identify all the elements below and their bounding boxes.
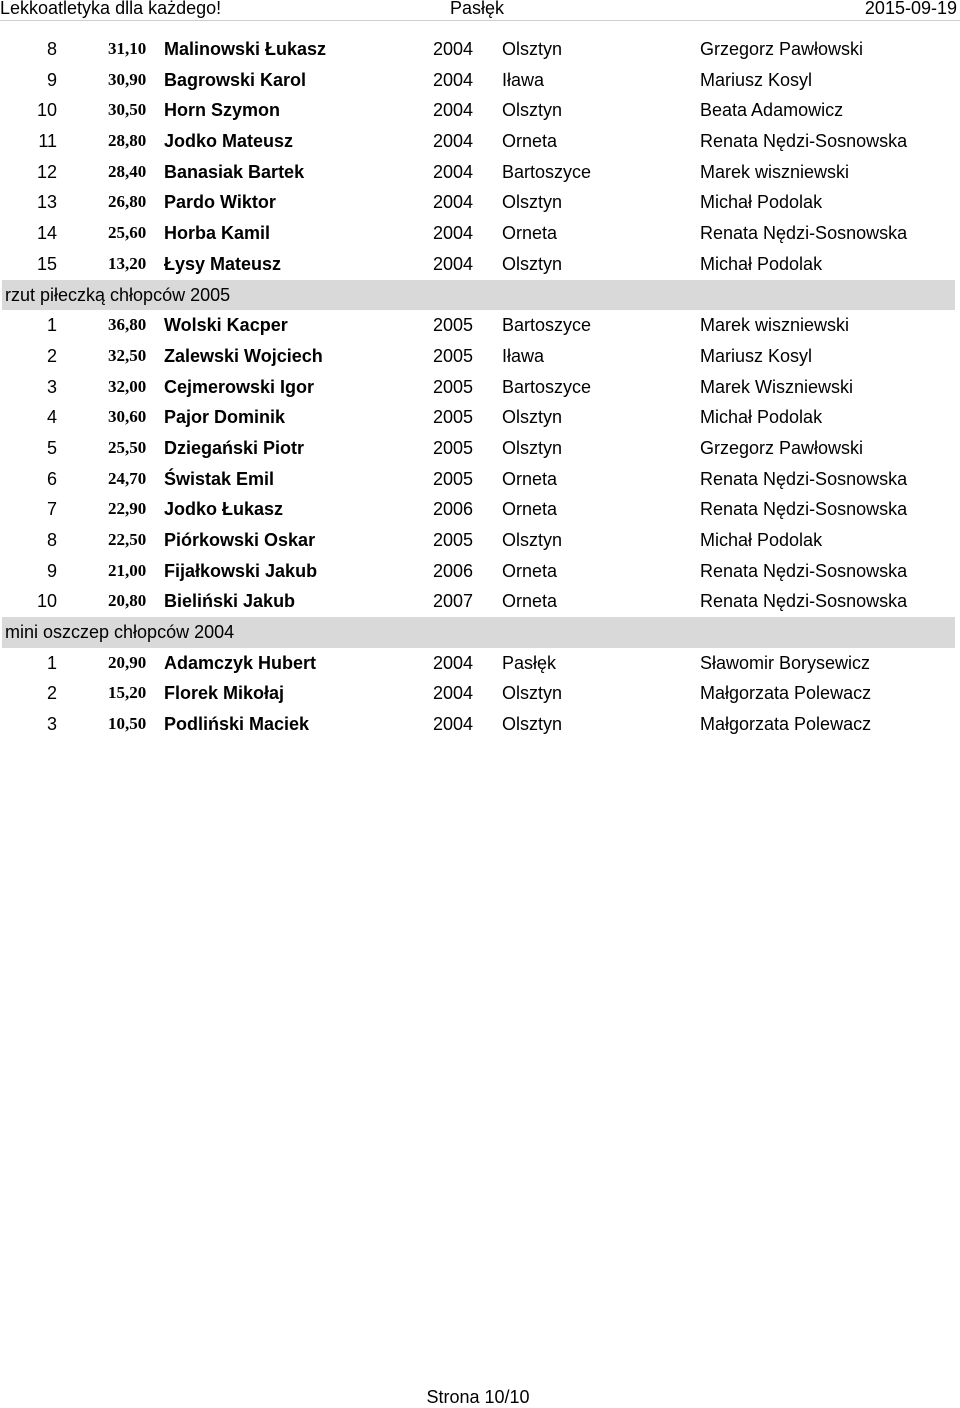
result-cell: 22,50 — [108, 530, 147, 549]
place-cell: 2 — [46, 683, 57, 704]
club-cell: Olsztyn — [502, 253, 563, 274]
table-row — [0, 341, 960, 372]
table-row — [0, 218, 960, 249]
header-location: Pasłęk — [450, 0, 505, 18]
coach-cell: Beata Adamowicz — [700, 100, 844, 121]
result-cell: 10,50 — [108, 714, 147, 734]
coach-cell: Mariusz Kosyl — [700, 345, 813, 366]
athlete-name-cell: Cejmerowski Igor — [164, 376, 315, 397]
birth-year-cell: 2004 — [433, 192, 474, 213]
coach-cell: Marek Wiszniewski — [700, 376, 854, 397]
place-cell: 8 — [46, 39, 57, 59]
athlete-name-cell: Łysy Mateusz — [164, 253, 282, 274]
table-row — [0, 310, 960, 341]
coach-cell: Marek wiszniewski — [700, 161, 850, 182]
coach-cell: Michał Podolak — [700, 407, 823, 428]
page-header — [0, 0, 960, 20]
club-cell: Orneta — [502, 468, 558, 489]
club-cell: Orneta — [502, 560, 558, 581]
place-cell: 9 — [46, 560, 57, 581]
result-cell: 25,60 — [108, 223, 147, 243]
birth-year-cell: 2004 — [433, 39, 474, 59]
club-cell: Orneta — [502, 131, 558, 152]
club-cell: Bartoszyce — [502, 161, 592, 182]
coach-cell: Renata Nędzi-Sosnowska — [700, 468, 908, 489]
athlete-name-cell: Florek Mikołaj — [164, 683, 285, 704]
athlete-name-cell: Dziegański Piotr — [164, 437, 305, 458]
result-cell: 28,80 — [108, 131, 147, 151]
place-cell: 12 — [36, 161, 57, 182]
athlete-name-cell: Adamczyk Hubert — [164, 652, 317, 673]
club-cell: Olsztyn — [502, 683, 563, 704]
result-cell: 28,40 — [108, 161, 147, 181]
table-row — [0, 65, 960, 96]
club-cell: Iława — [502, 345, 545, 366]
coach-cell: Renata Nędzi-Sosnowska — [700, 131, 908, 152]
result-cell: 20,80 — [108, 591, 147, 611]
birth-year-cell: 2005 — [433, 468, 474, 489]
section-header — [2, 280, 955, 311]
coach-cell: Renata Nędzi-Sosnowska — [700, 223, 908, 244]
place-cell: 10 — [36, 591, 57, 612]
club-cell: Orneta — [502, 223, 558, 244]
club-cell: Olsztyn — [502, 437, 563, 458]
birth-year-cell: 2006 — [433, 499, 474, 520]
birth-year-cell: 2004 — [433, 100, 474, 121]
coach-cell: Sławomir Borysewicz — [700, 652, 871, 673]
club-cell: Olsztyn — [502, 100, 563, 121]
birth-year-cell: 2005 — [433, 345, 474, 366]
athlete-name-cell: Świstak Emil — [164, 468, 275, 489]
table-row — [0, 95, 960, 126]
table-row — [0, 678, 960, 709]
athlete-name-cell: Zalewski Wojciech — [164, 345, 323, 366]
place-cell: 1 — [46, 315, 57, 336]
athlete-name-cell: Podliński Maciek — [164, 714, 310, 735]
table-row — [0, 586, 960, 617]
result-cell: 13,20 — [108, 253, 147, 273]
coach-cell: Małgorzata Polewacz — [700, 683, 872, 704]
result-cell: 26,80 — [108, 192, 147, 212]
table-row — [0, 556, 960, 587]
table-row — [0, 34, 960, 65]
place-cell: 5 — [46, 437, 57, 458]
athlete-name-cell: Horba Kamil — [164, 223, 271, 244]
section-header — [2, 617, 955, 648]
birth-year-cell: 2005 — [433, 315, 474, 336]
table-row — [0, 157, 960, 188]
coach-cell: Mariusz Kosyl — [700, 69, 813, 90]
page-footer — [0, 1386, 960, 1408]
athlete-name-cell: Pardo Wiktor — [164, 192, 276, 213]
section-title: rzut piłeczką chłopców 2005 — [5, 284, 231, 305]
club-cell: Olsztyn — [502, 530, 563, 550]
place-cell: 3 — [46, 376, 57, 397]
section-title: mini oszczep chłopców 2004 — [5, 622, 235, 643]
coach-cell: Michał Podolak — [700, 530, 823, 550]
birth-year-cell: 2004 — [433, 69, 474, 90]
result-cell: 22,90 — [108, 499, 147, 519]
result-cell: 24,70 — [108, 468, 147, 488]
birth-year-cell: 2005 — [433, 407, 474, 428]
birth-year-cell: 2004 — [433, 714, 474, 735]
table-row — [0, 372, 960, 403]
place-cell: 1 — [46, 652, 57, 673]
table-row — [0, 494, 960, 525]
result-cell: 30,90 — [108, 69, 147, 89]
place-cell: 14 — [36, 223, 57, 244]
table-row — [0, 402, 960, 433]
coach-cell: Małgorzata Polewacz — [700, 714, 872, 735]
birth-year-cell: 2004 — [433, 253, 474, 274]
coach-cell: Michał Podolak — [700, 253, 823, 274]
table-row — [0, 464, 960, 495]
place-cell: 7 — [46, 499, 57, 520]
birth-year-cell: 2004 — [433, 131, 474, 152]
athlete-name-cell: Piórkowski Oskar — [164, 530, 316, 550]
coach-cell: Renata Nędzi-Sosnowska — [700, 560, 908, 581]
result-cell: 32,00 — [108, 376, 147, 396]
result-cell: 31,10 — [108, 39, 147, 58]
result-cell: 15,20 — [108, 683, 147, 703]
club-cell: Bartoszyce — [502, 315, 592, 336]
club-cell: Orneta — [502, 591, 558, 612]
coach-cell: Grzegorz Pawłowski — [700, 437, 864, 458]
place-cell: 8 — [46, 530, 57, 550]
header-divider — [0, 20, 960, 21]
results-table — [0, 34, 960, 740]
athlete-name-cell: Banasiak Bartek — [164, 161, 305, 182]
athlete-name-cell: Jodko Mateusz — [164, 131, 294, 152]
birth-year-cell: 2005 — [433, 530, 474, 550]
place-cell: 3 — [46, 714, 57, 735]
birth-year-cell: 2005 — [433, 437, 474, 458]
table-row — [0, 433, 960, 464]
birth-year-cell: 2004 — [433, 652, 474, 673]
birth-year-cell: 2004 — [433, 161, 474, 182]
place-cell: 10 — [36, 100, 57, 121]
table-row — [0, 249, 960, 280]
place-cell: 11 — [38, 131, 57, 152]
table-row — [0, 187, 960, 218]
club-cell: Pasłęk — [502, 652, 557, 673]
result-cell: 21,00 — [108, 560, 147, 580]
athlete-name-cell: Malinowski Łukasz — [164, 39, 327, 59]
club-cell: Olsztyn — [502, 407, 563, 428]
place-cell: 2 — [46, 345, 57, 366]
result-cell: 20,90 — [108, 652, 147, 672]
place-cell: 15 — [36, 253, 57, 274]
club-cell: Orneta — [502, 499, 558, 520]
club-cell: Olsztyn — [502, 39, 563, 59]
place-cell: 6 — [46, 468, 57, 489]
page-number: Strona 10/10 — [426, 1387, 530, 1407]
result-cell: 25,50 — [108, 437, 147, 457]
club-cell: Olsztyn — [502, 192, 563, 213]
athlete-name-cell: Horn Szymon — [164, 100, 281, 121]
birth-year-cell: 2004 — [433, 223, 474, 244]
result-cell: 32,50 — [108, 345, 147, 365]
birth-year-cell: 2007 — [433, 591, 474, 612]
place-cell: 9 — [46, 69, 57, 90]
birth-year-cell: 2004 — [433, 683, 474, 704]
table-row — [0, 126, 960, 157]
result-cell: 36,80 — [108, 315, 147, 335]
place-cell: 13 — [36, 192, 57, 213]
coach-cell: Renata Nędzi-Sosnowska — [700, 591, 908, 612]
coach-cell: Grzegorz Pawłowski — [700, 39, 864, 59]
athlete-name-cell: Jodko Łukasz — [164, 499, 284, 520]
club-cell: Olsztyn — [502, 714, 563, 735]
place-cell: 4 — [46, 407, 57, 428]
table-row — [0, 525, 960, 556]
header-date: 2015-09-19 — [864, 0, 957, 18]
table-row — [0, 648, 960, 679]
athlete-name-cell: Fijałkowski Jakub — [164, 560, 318, 581]
coach-cell: Renata Nędzi-Sosnowska — [700, 499, 908, 520]
birth-year-cell: 2005 — [433, 376, 474, 397]
athlete-name-cell: Bagrowski Karol — [164, 69, 307, 90]
coach-cell: Michał Podolak — [700, 192, 823, 213]
result-cell: 30,60 — [108, 407, 147, 427]
coach-cell: Marek wiszniewski — [700, 315, 850, 336]
athlete-name-cell: Bieliński Jakub — [164, 591, 296, 612]
table-row — [0, 709, 960, 740]
athlete-name-cell: Pajor Dominik — [164, 407, 286, 428]
club-cell: Iława — [502, 69, 545, 90]
athlete-name-cell: Wolski Kacper — [164, 315, 288, 336]
birth-year-cell: 2006 — [433, 560, 474, 581]
header-title: Lekkoatletyka dlla każdego! — [0, 0, 222, 18]
result-cell: 30,50 — [108, 100, 147, 120]
club-cell: Bartoszyce — [502, 376, 592, 397]
